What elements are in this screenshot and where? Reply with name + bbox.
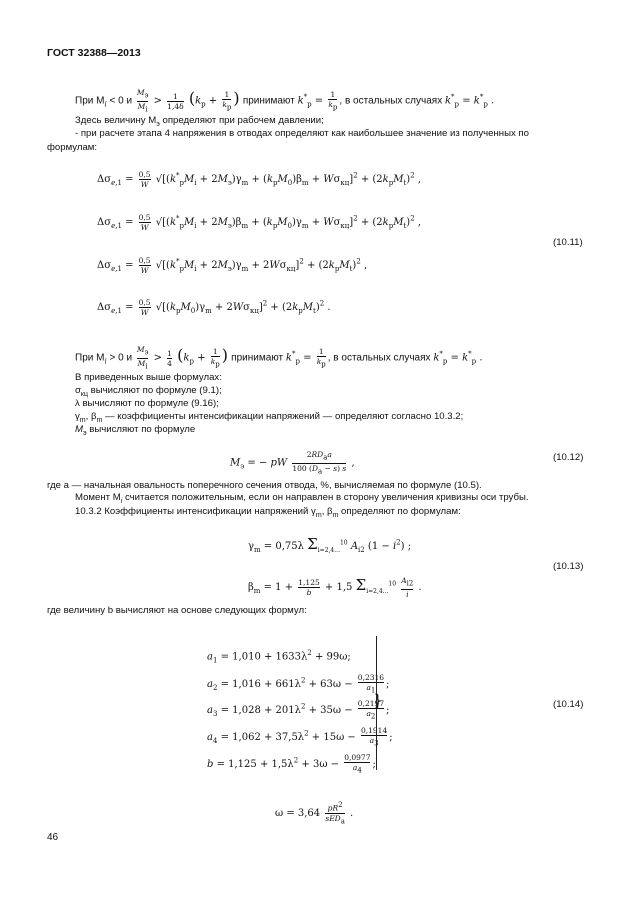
definition-b: где величину b вычисляют на основе следующих формул: <box>47 605 307 616</box>
where-sigma: $\sigma_{кц}$ вычисляют по формуле (9.1); <box>75 385 222 398</box>
equation-a3: $a_3 = 1,028 + 201\lambda^2 + 35\omega$ − $\frac{0,2197}{a_2}$ ; <box>207 699 390 721</box>
condition-line-1: При $M_i < 0$ и $\frac{M_э}{M_i}$ > $\frac{1}{1,4\delta}$ ($k_p$ + $\frac{1}{k_p}$ ) принимают $k^*_p$ = $\frac{1}{k_p}$ , в остальных случаях $k^*_p = k^*_p$ . <box>75 88 495 113</box>
where-lambda: λ вычисляют по формуле (9.16); <box>75 398 219 409</box>
system-brace <box>376 636 384 770</box>
equation-omega: ω = 3,64 $\frac{pR^2}{sED_a}$ . <box>275 801 354 825</box>
equation-a1: $a_1 = 1,010 + 1633\lambda^2 + 99\omega$; <box>207 649 351 665</box>
where-gamma-beta: $\gamma_m$, $\beta_m$ — коэффициенты интенсификации напряжений — определяют согласно 10.3.2; <box>75 411 464 424</box>
section-10-3-2: 10.3.2 Коэффициенты интенсификации напряжений $\gamma_m$, $\beta_m$ определяют по формулам: <box>75 506 461 519</box>
where-me: $M_э$ вычисляют по формуле <box>75 424 196 437</box>
definition-a: где a — начальная овальность поперечного сечения отвода, %, вычисляемая по формуле (10.5). <box>47 480 482 491</box>
equation-10-11-d: $\Delta\sigma_{e,1}$ = $\frac{0,5}{W}$ $√[(k_pM_0)\gamma_m + 2W\sigma_{кц}]^2 + (2k_pM_t)^2$ . <box>97 298 331 317</box>
document-header: ГОСТ 32388—2013 <box>47 47 141 59</box>
equation-a2: $a_2 = 1,016 + 661\lambda^2 + 63\omega$ − $\frac{0,2316}{a_1}$ ; <box>207 673 390 695</box>
paragraph-me: Здесь величину $M_э$ определяют при рабочем давлении; <box>75 115 324 128</box>
where-intro: В приведенных выше формулах: <box>75 372 222 383</box>
equation-number-10-13: (10.13) <box>553 561 584 572</box>
equation-b: $b = 1,125 + 1,5\lambda^2 + 3\omega$ − $\frac{0,0977}{a_4}$ ; <box>207 753 376 775</box>
equation-10-12: $M_э$ = − pW $\frac{2RD_aa}{100 (D_a - s) s}$ , <box>230 450 355 475</box>
equation-10-11-b: $\Delta\sigma_{e,1}$ = $\frac{0,5}{W}$ $√[(k^*_pM_i + 2M_э)\beta_m + (k_pM_0)\gamma_m + W\sigma_{кц}]^2 + (2k_pM_t)^2$ , <box>97 213 422 232</box>
equation-number-10-11: (10.11) <box>553 237 583 248</box>
paragraph-stage4: - при расчете этапа 4 напряжения в отводах определяют как наибольшее значение из полученных по <box>75 128 529 139</box>
equation-10-11-c: $\Delta\sigma_{e,1}$ = $\frac{0,5}{W}$ $√[(k^*_pM_i + 2M_э)\gamma_m + 2W\sigma_{кц}]^2 + (2k_pM_t)^2$ , <box>97 256 368 275</box>
equation-a4: $a_4 = 1,062 + 37,5\lambda^2 + 15\omega$ − $\frac{0,1914}{a_3}$ ; <box>207 726 393 748</box>
equation-number-10-14: (10.14) <box>553 699 584 710</box>
paragraph-moment: Момент $M_i$ считается положительным, если он направлен в сторону увеличения кривизны оси трубы. <box>75 492 529 505</box>
page-number: 46 <box>47 832 59 843</box>
equation-number-10-12: (10.12) <box>553 452 584 463</box>
equation-gamma: $\gamma_m = 0,75\lambda$ $\Sigma_{i=2,4...}^{10}$ $A_{i2}$ $(1 - i^2)$ ; <box>248 535 412 554</box>
condition-line-2: При $M_i > 0$ и $\frac{M_э}{M_i}$ > $\frac{1}{4}$ ($k_p$ + $\frac{1}{k_p}$ ) принимают $k^*_p$ = $\frac{1}{k_p}$ , в остальных случаях $k^*_p = k^*_p$ . <box>75 345 483 370</box>
equation-beta: $\beta_m = 1$ + $\frac{1,125}{b}$ + 1,5 $\Sigma_{i=2,4...}^{10}$ $\frac{A_{i2}}{i}$ . <box>248 576 422 599</box>
equation-10-11-a: $\Delta\sigma_{e,1}$ = $\frac{0,5}{W}$ $√[(k^*_pM_i + 2M_э)\gamma_m + (k_pM_0)\beta_m + W\sigma_{кц}]^2 + (2k_pM_t)^2$ , <box>97 170 422 189</box>
paragraph-formulas: формулам: <box>47 142 98 153</box>
